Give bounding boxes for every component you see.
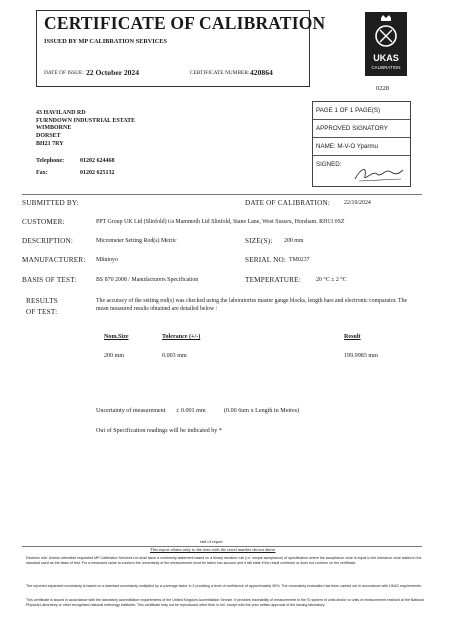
accreditation-paragraph: This certificate is issued in accordance with the laboratory accreditation requirements of the United Kingdom Accreditation Service. It provides traceability of measurement to the SI system of units and/or to units of measurement realised at the National Physical Laboratory or other recognised national metrology institutes. This certificate may not be reproduced other than in full, except with the prior written approval of the issuing laboratory. <box>26 598 424 607</box>
ukas-logo <box>365 12 407 76</box>
report-scope-note: This report relates only to the item with the serial number shown above <box>150 547 276 552</box>
uncertainty-note: (0.00 6um x Length in Metres) <box>224 408 300 414</box>
description-label: DESCRIPTION: <box>22 237 74 245</box>
customer-value: PPT Group UK Ltd (Slinfold) t/a Mammoth Ltd Slinfold, Stane Lane, West Sussex, Horsham. RH13 0SZ <box>96 219 345 225</box>
address-line: BH21 7RY <box>36 140 64 147</box>
lab-address <box>36 110 135 149</box>
basis-of-test-label: BASIS OF TEST: <box>22 276 77 284</box>
serial-value: TM0237 <box>289 257 310 263</box>
ukas-number: 0228 <box>376 85 389 92</box>
signatory-name: NAME: M-V-O Yparmu <box>313 138 410 156</box>
address-line: DORSET <box>36 133 61 140</box>
signature-icon <box>353 164 405 184</box>
page-count: PAGE 1 OF 1 PAGE(S) <box>313 102 410 120</box>
manufacturer-label: MANUFACTURER: <box>22 256 86 264</box>
column-header-nom-size: Nom.Size <box>104 334 129 340</box>
results-label: RESULTS <box>26 297 58 305</box>
approved-signatory: APPROVED SIGNATORY <box>313 120 410 138</box>
description-value: Micrometer Setting Rod(s) Metric <box>96 238 177 244</box>
signatory-box <box>312 101 411 187</box>
results-label-2: OF TEST: <box>26 308 58 316</box>
results-description: The accuracy of the setting rod(s) was checked using the laboratories master gauge blocks, length bars and electronic comparator. The mean measured results obtained are detailed below : <box>96 298 408 312</box>
out-of-spec-note: Out of Specification readings will be indicated by * <box>96 428 222 434</box>
result-value: 199.9983 mm <box>344 353 378 359</box>
fax-value: 01202 625132 <box>80 170 115 176</box>
result-nom-size: 200 mm <box>104 353 125 359</box>
size-value: 200 mm <box>284 238 304 244</box>
temperature-label: TEMPERATURE: <box>245 276 301 284</box>
manufacturer-value: Mitutoyo <box>96 257 118 263</box>
column-header-result: Result <box>344 334 361 340</box>
signed-label: SIGNED: <box>316 161 342 168</box>
uncertainty-label: Uncertainty of measurement <box>96 408 166 414</box>
end-of-report: end of report <box>200 539 223 544</box>
date-of-issue-label: DATE OF ISSUE: <box>44 70 84 76</box>
divider <box>22 194 422 195</box>
issued-by: ISSUED BY MP CALIBRATION SERVICES <box>44 38 167 45</box>
uncertainty-value: ± 0.001 mm <box>176 408 206 414</box>
address-line: FURNDOWN INDUSTRIAL ESTATE <box>36 117 136 124</box>
column-header-tolerance: Tolerance (+/-) <box>162 334 201 340</box>
date-of-calibration-value: 22/10/2024 <box>344 200 371 206</box>
serial-label: SERIAL NO: <box>245 256 287 264</box>
size-label: SIZE(S): <box>245 237 273 245</box>
submitted-by-label: SUBMITTED BY: <box>22 199 79 207</box>
ukas-subtitle: CALIBRATION <box>371 65 401 70</box>
customer-label: CUSTOMER: <box>22 218 65 226</box>
result-tolerance: 0.003 mm <box>162 353 187 359</box>
ukas-name: UKAS <box>373 53 399 63</box>
fax-label: Fax: <box>36 170 48 176</box>
decision-rule-paragraph: Decision rule: Unless otherwise requested MP Calibration Services Ltd shall issue a conformity statement based on a binary decision rule (i.e. simple acceptance) of specification where the acceptance zone is equal to the tolerance zone stated in the standard used as the basis of test. For a measured value to conform the uncertainty of the measurement must be taken into account and it will state if the result conforms or does not conform on the certificate. <box>26 556 422 565</box>
certificate-number-value: 420864 <box>250 68 273 77</box>
address-line: WIMBORNE <box>36 125 72 132</box>
telephone-label: Telephone: <box>36 158 65 164</box>
uncertainty-paragraph: The reported expanded uncertainty is based on a standard uncertainty multiplied by a coverage factor k=2 providing a level of confidence of approximately 95%. The uncertainty evaluation has been carried out in accordance with UKAS requirements. <box>26 584 422 588</box>
telephone-value: 01202 624468 <box>80 158 115 164</box>
date-of-issue-value: 22 October 2024 <box>86 68 140 77</box>
temperature-value: 20 °C ± 2 °C <box>316 277 347 283</box>
certificate-number-label: CERTIFICATE NUMBER: <box>190 70 250 76</box>
certificate-title: CERTIFICATE OF CALIBRATION <box>44 13 326 33</box>
date-of-calibration-label: DATE OF CALIBRATION: <box>245 199 331 207</box>
basis-of-test-value: BS 870 2008 / Manufacturers Specification <box>96 277 199 283</box>
address-line: 43 HAVILAND RD <box>36 110 86 116</box>
